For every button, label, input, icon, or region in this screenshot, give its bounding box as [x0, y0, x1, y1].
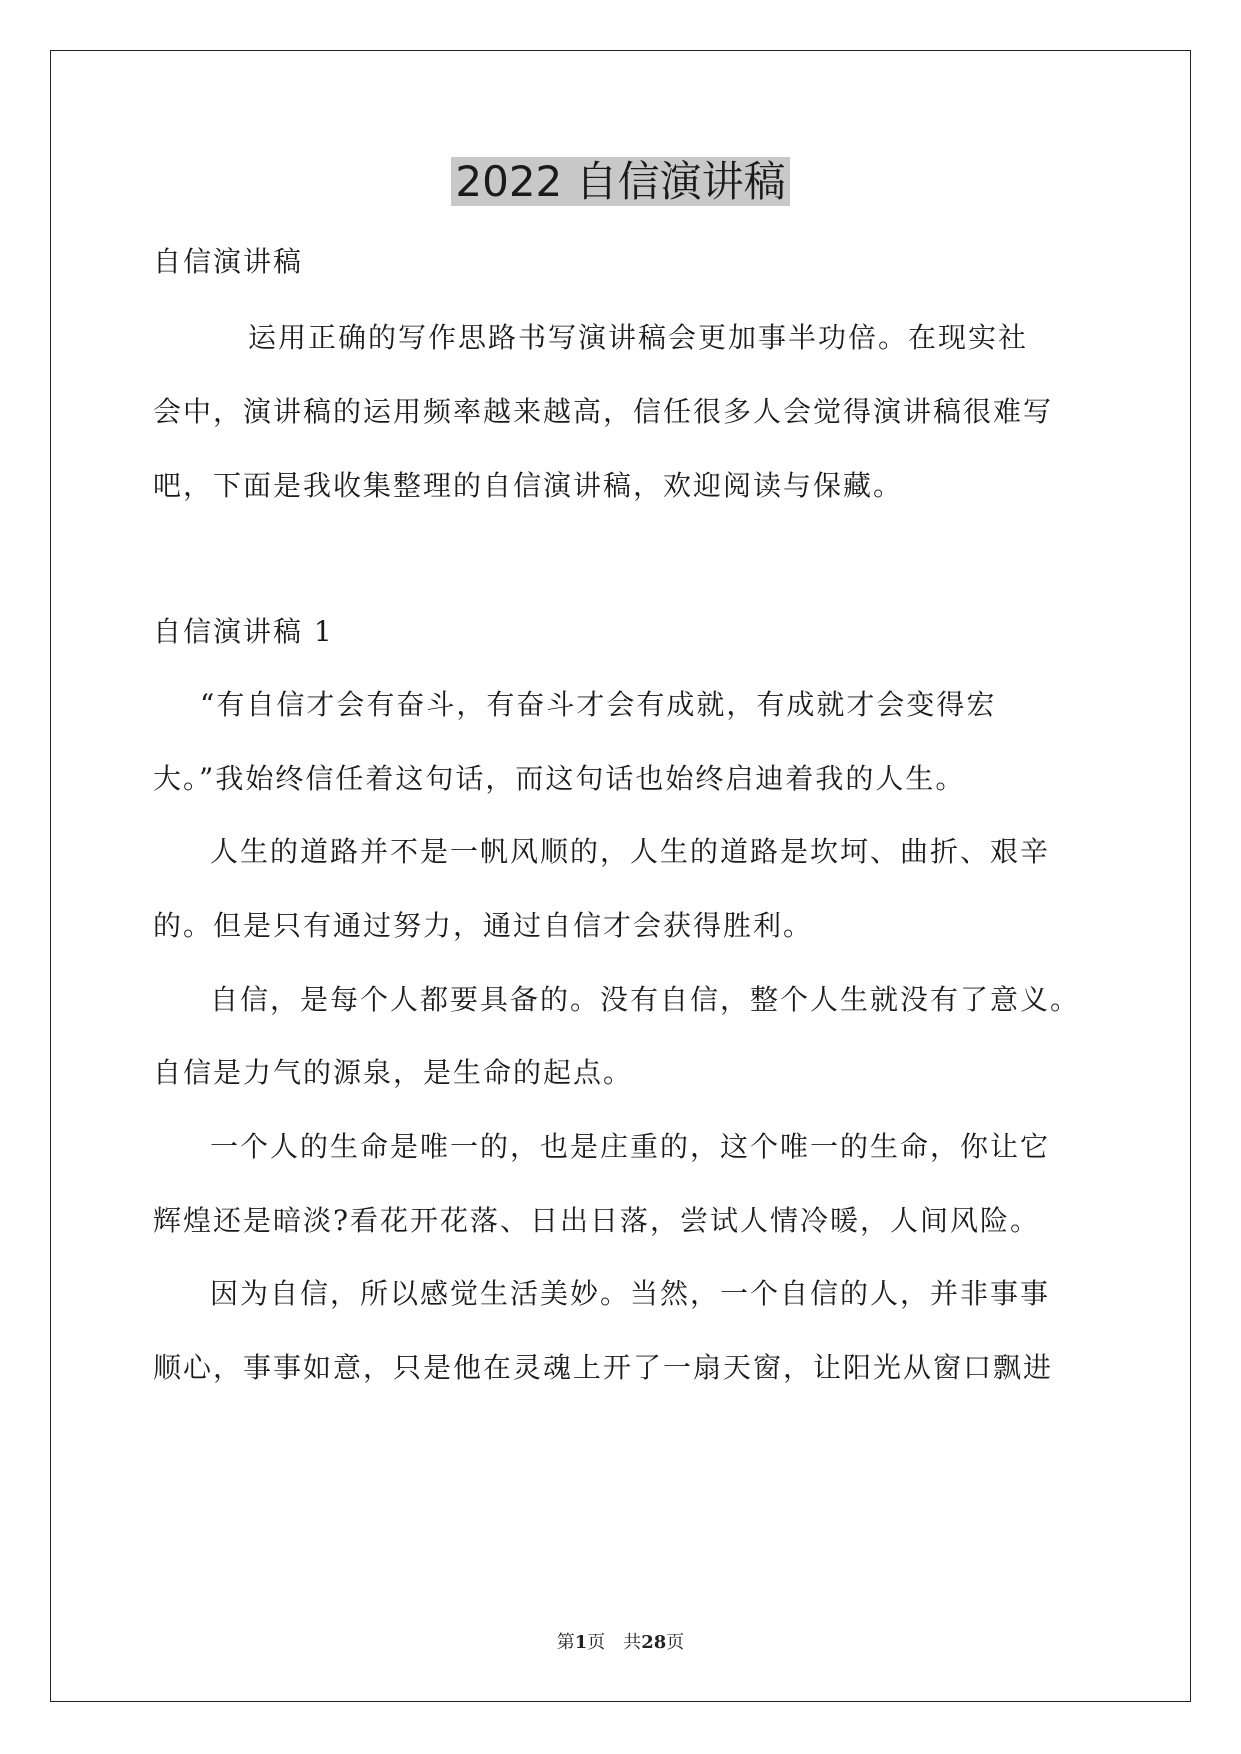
footer-total-pages: 28: [641, 1632, 667, 1653]
footer-mid: 页 共: [587, 1632, 642, 1653]
body-line-7: 一个人的生命是唯一的，也是庄重的，这个唯一的生命，你让它: [210, 1130, 1051, 1163]
footer-suffix: 页: [666, 1632, 685, 1653]
body-line-10: 顺心，事事如意，只是他在灵魂上开了一扇天窗，让阳光从窗口飘进: [153, 1351, 1054, 1384]
subtitle: 自信演讲稿: [153, 245, 304, 278]
body-line-2: 大。”我始终信任着这句话，而这句话也始终启迪着我的人生。: [153, 762, 966, 795]
footer-page-number: 1: [574, 1632, 588, 1653]
intro-line-2: 会中，演讲稿的运用频率越来越高，信任很多人会觉得演讲稿很难写: [153, 395, 1054, 428]
body-line-5: 自信，是每个人都要具备的。没有自信，整个人生就没有了意义。: [210, 983, 1081, 1016]
section-heading: 自信演讲稿 1: [153, 615, 334, 648]
body-line-4: 的。但是只有通过努力，通过自信才会获得胜利。: [153, 909, 814, 942]
body-line-1: “有自信才会有奋斗，有奋斗才会有成就，有成就才会变得宏: [200, 688, 997, 721]
intro-line-1: 运用正确的写作思路书写演讲稿会更加事半功倍。在现实社: [248, 321, 1029, 354]
body-line-9: 因为自信，所以感觉生活美妙。当然，一个自信的人，并非事事: [210, 1277, 1051, 1310]
body-line-3: 人生的道路并不是一帆风顺的，人生的道路是坎坷、曲折、艰辛: [210, 835, 1051, 868]
footer-prefix: 第: [556, 1632, 575, 1653]
document-title: 2022 自信演讲稿: [0, 152, 1241, 212]
intro-line-3: 吧，下面是我收集整理的自信演讲稿，欢迎阅读与保藏。: [153, 469, 904, 502]
page-footer: [0, 1628, 1241, 1654]
page-border: [50, 50, 1191, 1702]
body-line-6: 自信是力气的源泉，是生命的起点。: [153, 1056, 634, 1089]
body-line-8: 辉煌还是暗淡?看花开花落、日出日落，尝试人情冷暖，人间风险。: [153, 1204, 1041, 1237]
